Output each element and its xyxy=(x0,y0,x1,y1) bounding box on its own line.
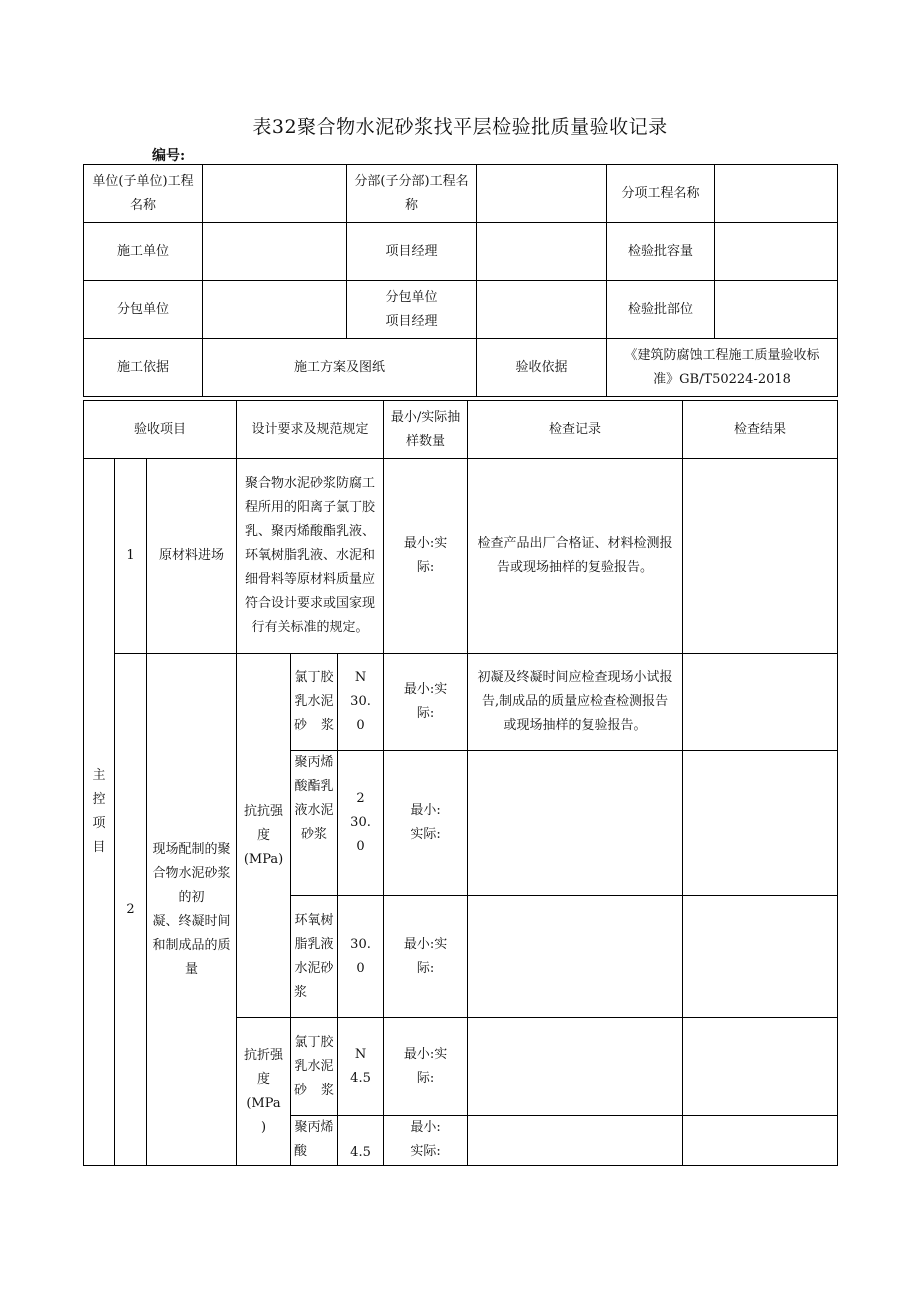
column-header-record: 检查记录 xyxy=(468,401,683,459)
flexural-result-2[interactable] xyxy=(683,1116,838,1166)
compressive-strength-label: 抗抗强 度(MPa) xyxy=(237,654,291,1018)
acceptance-basis-value: 《建筑防腐蚀工程施工质量验收标 准》GB/T50224-2018 xyxy=(607,339,838,397)
compressive-record-3[interactable] xyxy=(468,896,683,1018)
flexural-material-1: 氯丁胶乳水泥砂浆 xyxy=(291,1018,338,1116)
acceptance-basis-label: 验收依据 xyxy=(477,339,607,397)
subitem-name-field[interactable] xyxy=(715,165,838,223)
compressive-sample-1: 最小:实 际: xyxy=(384,654,468,751)
project-manager-field[interactable] xyxy=(477,223,607,281)
item-1-inspection-record: 检查产品出厂合格证、材料检测报 告或现场抽样的复验报告。 xyxy=(468,459,683,654)
division-name-field[interactable] xyxy=(477,165,607,223)
flexural-value-2: 4.5 xyxy=(338,1116,384,1166)
item-1-design-requirement: 聚合物水泥砂浆防腐工程所用的阳离子氯丁胶乳、聚丙烯酸酯乳液、环氧树脂乳液、水泥和细骨料等原材料质量应符合设计要求或国家现行有关标准的规定。 xyxy=(237,459,384,654)
page-title: 表32聚合物水泥砂浆找平层检验批质量验收记录 xyxy=(252,116,668,138)
header-info-table xyxy=(83,164,838,397)
contractor-field[interactable] xyxy=(203,223,347,281)
flexural-result-1[interactable] xyxy=(683,1018,838,1116)
unit-name-field[interactable] xyxy=(203,165,347,223)
batch-capacity-field[interactable] xyxy=(715,223,838,281)
compressive-sample-3: 最小:实 际: xyxy=(384,896,468,1018)
compressive-value-3: 30. 0 xyxy=(338,896,384,1018)
contractor-label: 施工单位 xyxy=(84,223,203,281)
batch-capacity-label: 检验批容量 xyxy=(607,223,715,281)
compressive-result-3[interactable] xyxy=(683,896,838,1018)
construction-basis-label: 施工依据 xyxy=(84,339,203,397)
item-2-name: 现场配制的聚合物水泥砂浆的初 凝、终凝时间和制成品的质量 xyxy=(147,654,237,1166)
batch-location-field[interactable] xyxy=(715,281,838,339)
item-1-sample-count: 最小:实 际: xyxy=(384,459,468,654)
batch-location-label: 检验批部位 xyxy=(607,281,715,339)
item-1-number: 1 xyxy=(115,459,147,654)
item-1-name: 原材料进场 xyxy=(147,459,237,654)
compressive-material-1: 氯丁胶乳水泥砂浆 xyxy=(291,654,338,751)
compressive-result-2[interactable] xyxy=(683,751,838,896)
compressive-value-1: N 30. 0 xyxy=(338,654,384,751)
main-control-label: 主控 项目 xyxy=(84,459,115,1166)
flexural-value-1: N 4.5 xyxy=(338,1018,384,1116)
item-1-result[interactable] xyxy=(683,459,838,654)
flexural-sample-2: 最小: 实际: xyxy=(384,1116,468,1166)
construction-basis-value: 施工方案及图纸 xyxy=(203,339,477,397)
compressive-result-1[interactable] xyxy=(683,654,838,751)
compressive-record-2[interactable] xyxy=(468,751,683,896)
compressive-material-2: 聚丙烯 酸酯乳 液水泥 砂浆 xyxy=(291,751,338,896)
inspection-items-table xyxy=(83,400,838,1166)
flexural-record-2[interactable] xyxy=(468,1116,683,1166)
unit-name-label: 单位(子单位)工程 名称 xyxy=(84,165,203,223)
flexural-material-2: 聚丙烯酸 xyxy=(291,1116,338,1166)
subcontractor-field[interactable] xyxy=(203,281,347,339)
division-name-label: 分部(子分部)工程名 称 xyxy=(347,165,477,223)
column-header-item: 验收项目 xyxy=(84,401,237,459)
sub-project-manager-field[interactable] xyxy=(477,281,607,339)
flexural-record-1[interactable] xyxy=(468,1018,683,1116)
project-manager-label: 项目经理 xyxy=(347,223,477,281)
flexural-sample-1: 最小:实 际: xyxy=(384,1018,468,1116)
item-2-number: 2 xyxy=(115,654,147,1166)
serial-number-label: 编号: xyxy=(152,148,186,164)
compressive-record-1: 初凝及终凝时间应检查现场小试报 告,制成品的质量应检查检测报告 或现场抽样的复验报告。 xyxy=(468,654,683,751)
compressive-material-3: 环氧树脂乳液水泥砂浆 xyxy=(291,896,338,1018)
column-header-sample: 最小/实际抽 样数量 xyxy=(384,401,468,459)
sub-project-manager-label: 分包单位 项目经理 xyxy=(347,281,477,339)
flexural-strength-label: 抗折强 度(MPa ) xyxy=(237,1018,291,1166)
compressive-value-2: 2 30. 0 xyxy=(338,751,384,896)
subcontractor-label: 分包单位 xyxy=(84,281,203,339)
column-header-design: 设计要求及规范规定 xyxy=(237,401,384,459)
compressive-sample-2: 最小: 实际: xyxy=(384,751,468,896)
subitem-name-label: 分项工程名称 xyxy=(607,165,715,223)
column-header-result: 检查结果 xyxy=(683,401,838,459)
